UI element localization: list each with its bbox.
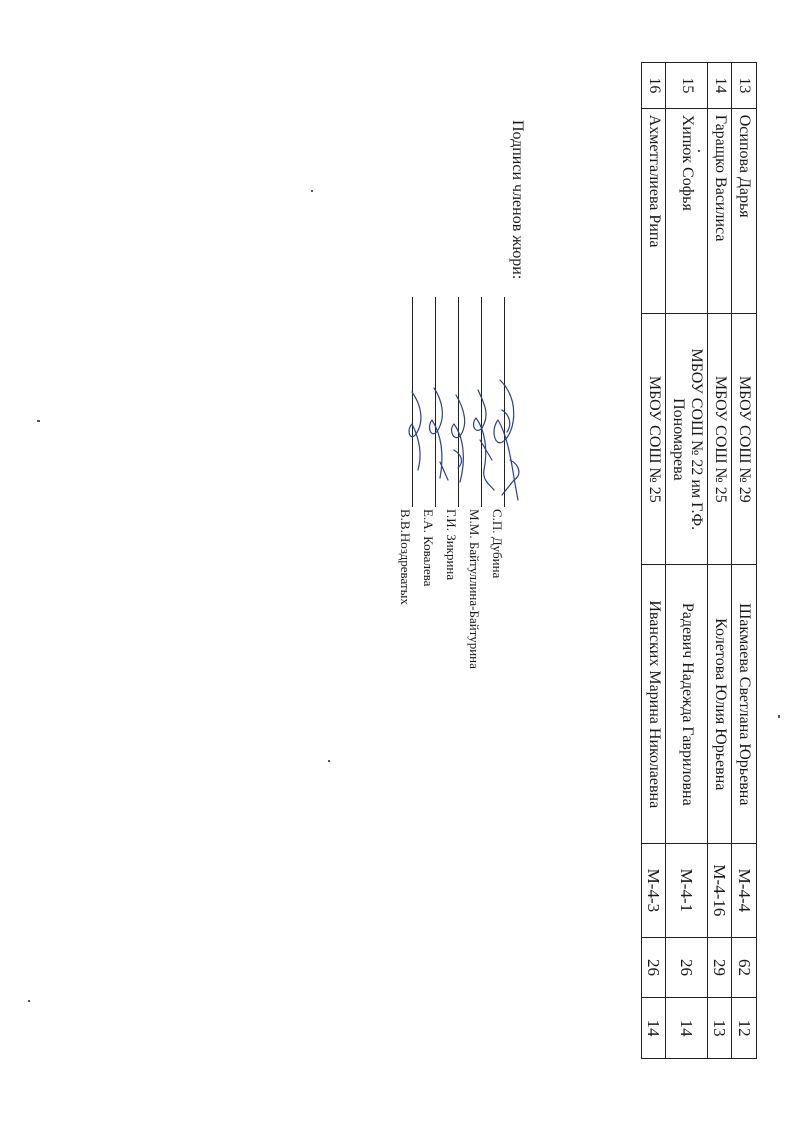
- participant-code: М-4-4: [732, 844, 757, 938]
- jury-member-row: [483, 297, 505, 777]
- jury-member-row: [391, 297, 413, 777]
- signature-5: [409, 392, 421, 470]
- row-number: 15: [666, 63, 708, 109]
- jury-member-row: [414, 297, 436, 777]
- jury-signatures-title: Подписи членов жюри:: [509, 120, 526, 280]
- table-row: [666, 63, 708, 1059]
- place: 14: [666, 998, 708, 1059]
- participant-name: Гаращко Василиса: [707, 108, 732, 314]
- row-number: 16: [641, 63, 666, 109]
- table-row: [641, 63, 666, 1059]
- place: 13: [707, 998, 732, 1059]
- school-name: МБОУ СОШ № 25: [641, 314, 666, 565]
- scan-speck: [311, 190, 313, 192]
- signature-3: [452, 395, 465, 482]
- handwritten-signatures: [400, 370, 540, 530]
- scan-speck: [698, 150, 700, 152]
- teacher-name: Колетова Юлия Юрьевна: [707, 565, 732, 844]
- teacher-name: Радевич Надежда Гавриловна: [666, 565, 708, 844]
- table-row: [732, 63, 757, 1059]
- jury-member-name: В.В.Ноздреватых: [398, 509, 413, 605]
- signature-4: [430, 388, 448, 480]
- jury-member-name: М.М. Байтуллина-Байтурина: [467, 509, 482, 669]
- row-number: 13: [732, 63, 757, 109]
- results-table: [641, 62, 757, 1059]
- participant-code: М-4-3: [641, 844, 666, 938]
- signature-2: [474, 390, 494, 490]
- score: 26: [666, 937, 708, 998]
- school-name: МБОУ СОШ № 22 им Г.Ф. Пономарева: [666, 314, 708, 565]
- jury-member-name: Е.А. Ковалева: [421, 509, 436, 587]
- scan-speck: [328, 760, 330, 762]
- place: 14: [641, 998, 666, 1059]
- signature-1: [494, 380, 519, 500]
- jury-member-row: [437, 297, 459, 777]
- participant-name: Осипова Дарья: [732, 108, 757, 314]
- teacher-name: Иванских Марина Николаевна: [641, 565, 666, 844]
- row-number: 14: [707, 63, 732, 109]
- scan-speck: [37, 420, 40, 422]
- jury-member-name: С.П. Дубина: [490, 509, 505, 579]
- jury-member-row: [460, 297, 482, 777]
- table-row: [707, 63, 732, 1059]
- school-name: МБОУ СОШ № 25: [707, 314, 732, 565]
- place: 12: [732, 998, 757, 1059]
- school-name: МБОУ СОШ № 29: [732, 314, 757, 565]
- score: 26: [641, 937, 666, 998]
- jury-member-name: Г.И. Зикрина: [444, 509, 459, 581]
- participant-name: Ахметгалиева Рипа: [641, 108, 666, 314]
- participant-code: М-4-16: [707, 844, 732, 938]
- participant-code: М-4-1: [666, 844, 708, 938]
- score: 62: [732, 937, 757, 998]
- participant-name: Хипюк Софья: [666, 108, 708, 314]
- scan-speck: [778, 715, 780, 718]
- teacher-name: Шакмаева Светлана Юрьевна: [732, 565, 757, 844]
- scan-speck: [28, 1000, 30, 1002]
- score: 29: [707, 937, 732, 998]
